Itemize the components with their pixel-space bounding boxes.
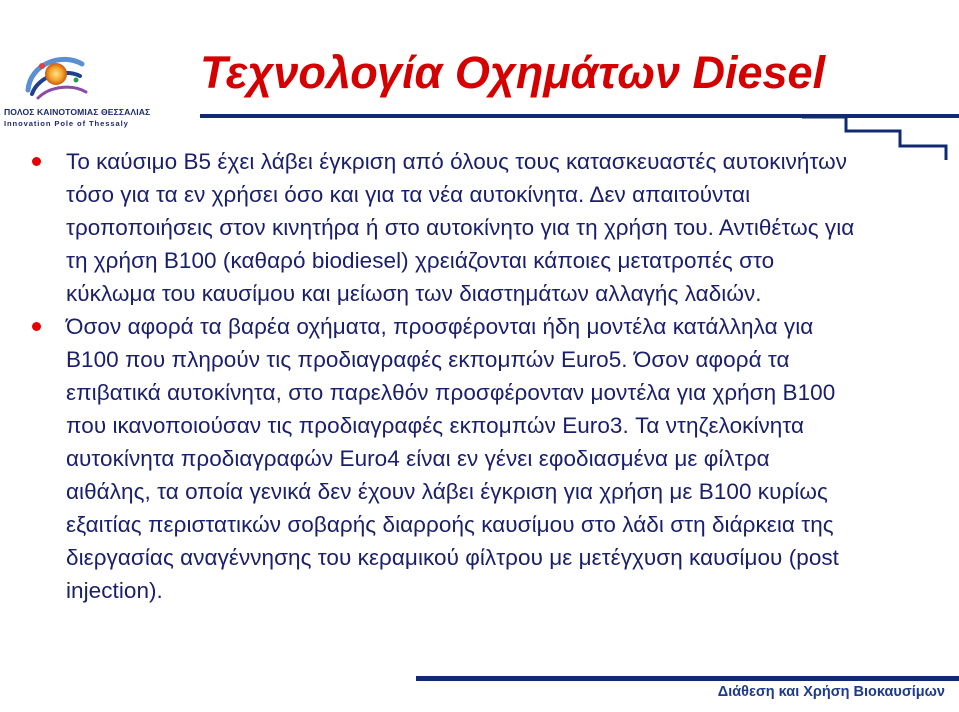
footer-caption: Διάθεση και Χρήση Βιοκαυσίμων bbox=[717, 684, 945, 700]
logo-text-secondary: Innovation Pole of Thessaly bbox=[4, 119, 129, 128]
bullet-item bbox=[18, 145, 858, 310]
bullet-dot-icon bbox=[32, 157, 41, 166]
bullet-list bbox=[18, 145, 858, 607]
bullet-item bbox=[18, 310, 858, 607]
bullet-text: Το καύσιμο B5 έχει λάβει έγκριση από όλους τους κατασκευαστές αυτοκινήτων τόσο για τα εν χρήσει όσο και για τα νέα αυτοκίνητα. Δεν απαιτούνται τροποποιήσεις στον κινητήρα ή στο αυτοκίνητο για τη χρήση του. Αντιθέτως για τη χρήση B100 (καθαρό biodiesel) χρειάζονται κάποιες μετατροπές στο κύκλωμα του καυσίμου και μείωση των διαστημάτων αλλαγής λαδιών. bbox=[66, 149, 855, 306]
page-title: Τεχνολογία Οχημάτων Diesel bbox=[200, 47, 826, 98]
footer-divider bbox=[416, 676, 959, 681]
bullet-text: Όσον αφορά τα βαρέα οχήματα, προσφέρονται ήδη μοντέλα κατάλληλα για B100 που πληρούν τις προδιαγραφές εκπομπών Euro5. Όσον αφορά τα επιβατικά αυτοκίνητα, στο παρελθόν προσφέρονταν μοντέλα για χρήση B100 που ικανοποιούσαν τις προδιαγραφές εκπομπών Euro3. Τα ντηζελοκίνητα αυτοκίνητα προδιαγραφών Euro4 είναι εν γένει εφοδιασμένα με φίλτρα αιθάλης, τα οποία γενικά δεν έχουν λάβει έγκριση για χρήση με B100 κυρίως εξαιτίας περιστατικών σοβαρής διαρροής καυσίμου στο λάδι στη διάρκεια της διεργασίας αναγέννησης του κεραμικού φίλτρου με μετέγχυση καυσίμου (post injection). bbox=[66, 314, 839, 603]
logo-text-primary: ΠΟΛΟΣ ΚΑΙΝΟΤΟΜΙΑΣ ΘΕΣΣΑΛΙΑΣ bbox=[4, 107, 151, 117]
bullet-dot-icon bbox=[32, 322, 41, 331]
